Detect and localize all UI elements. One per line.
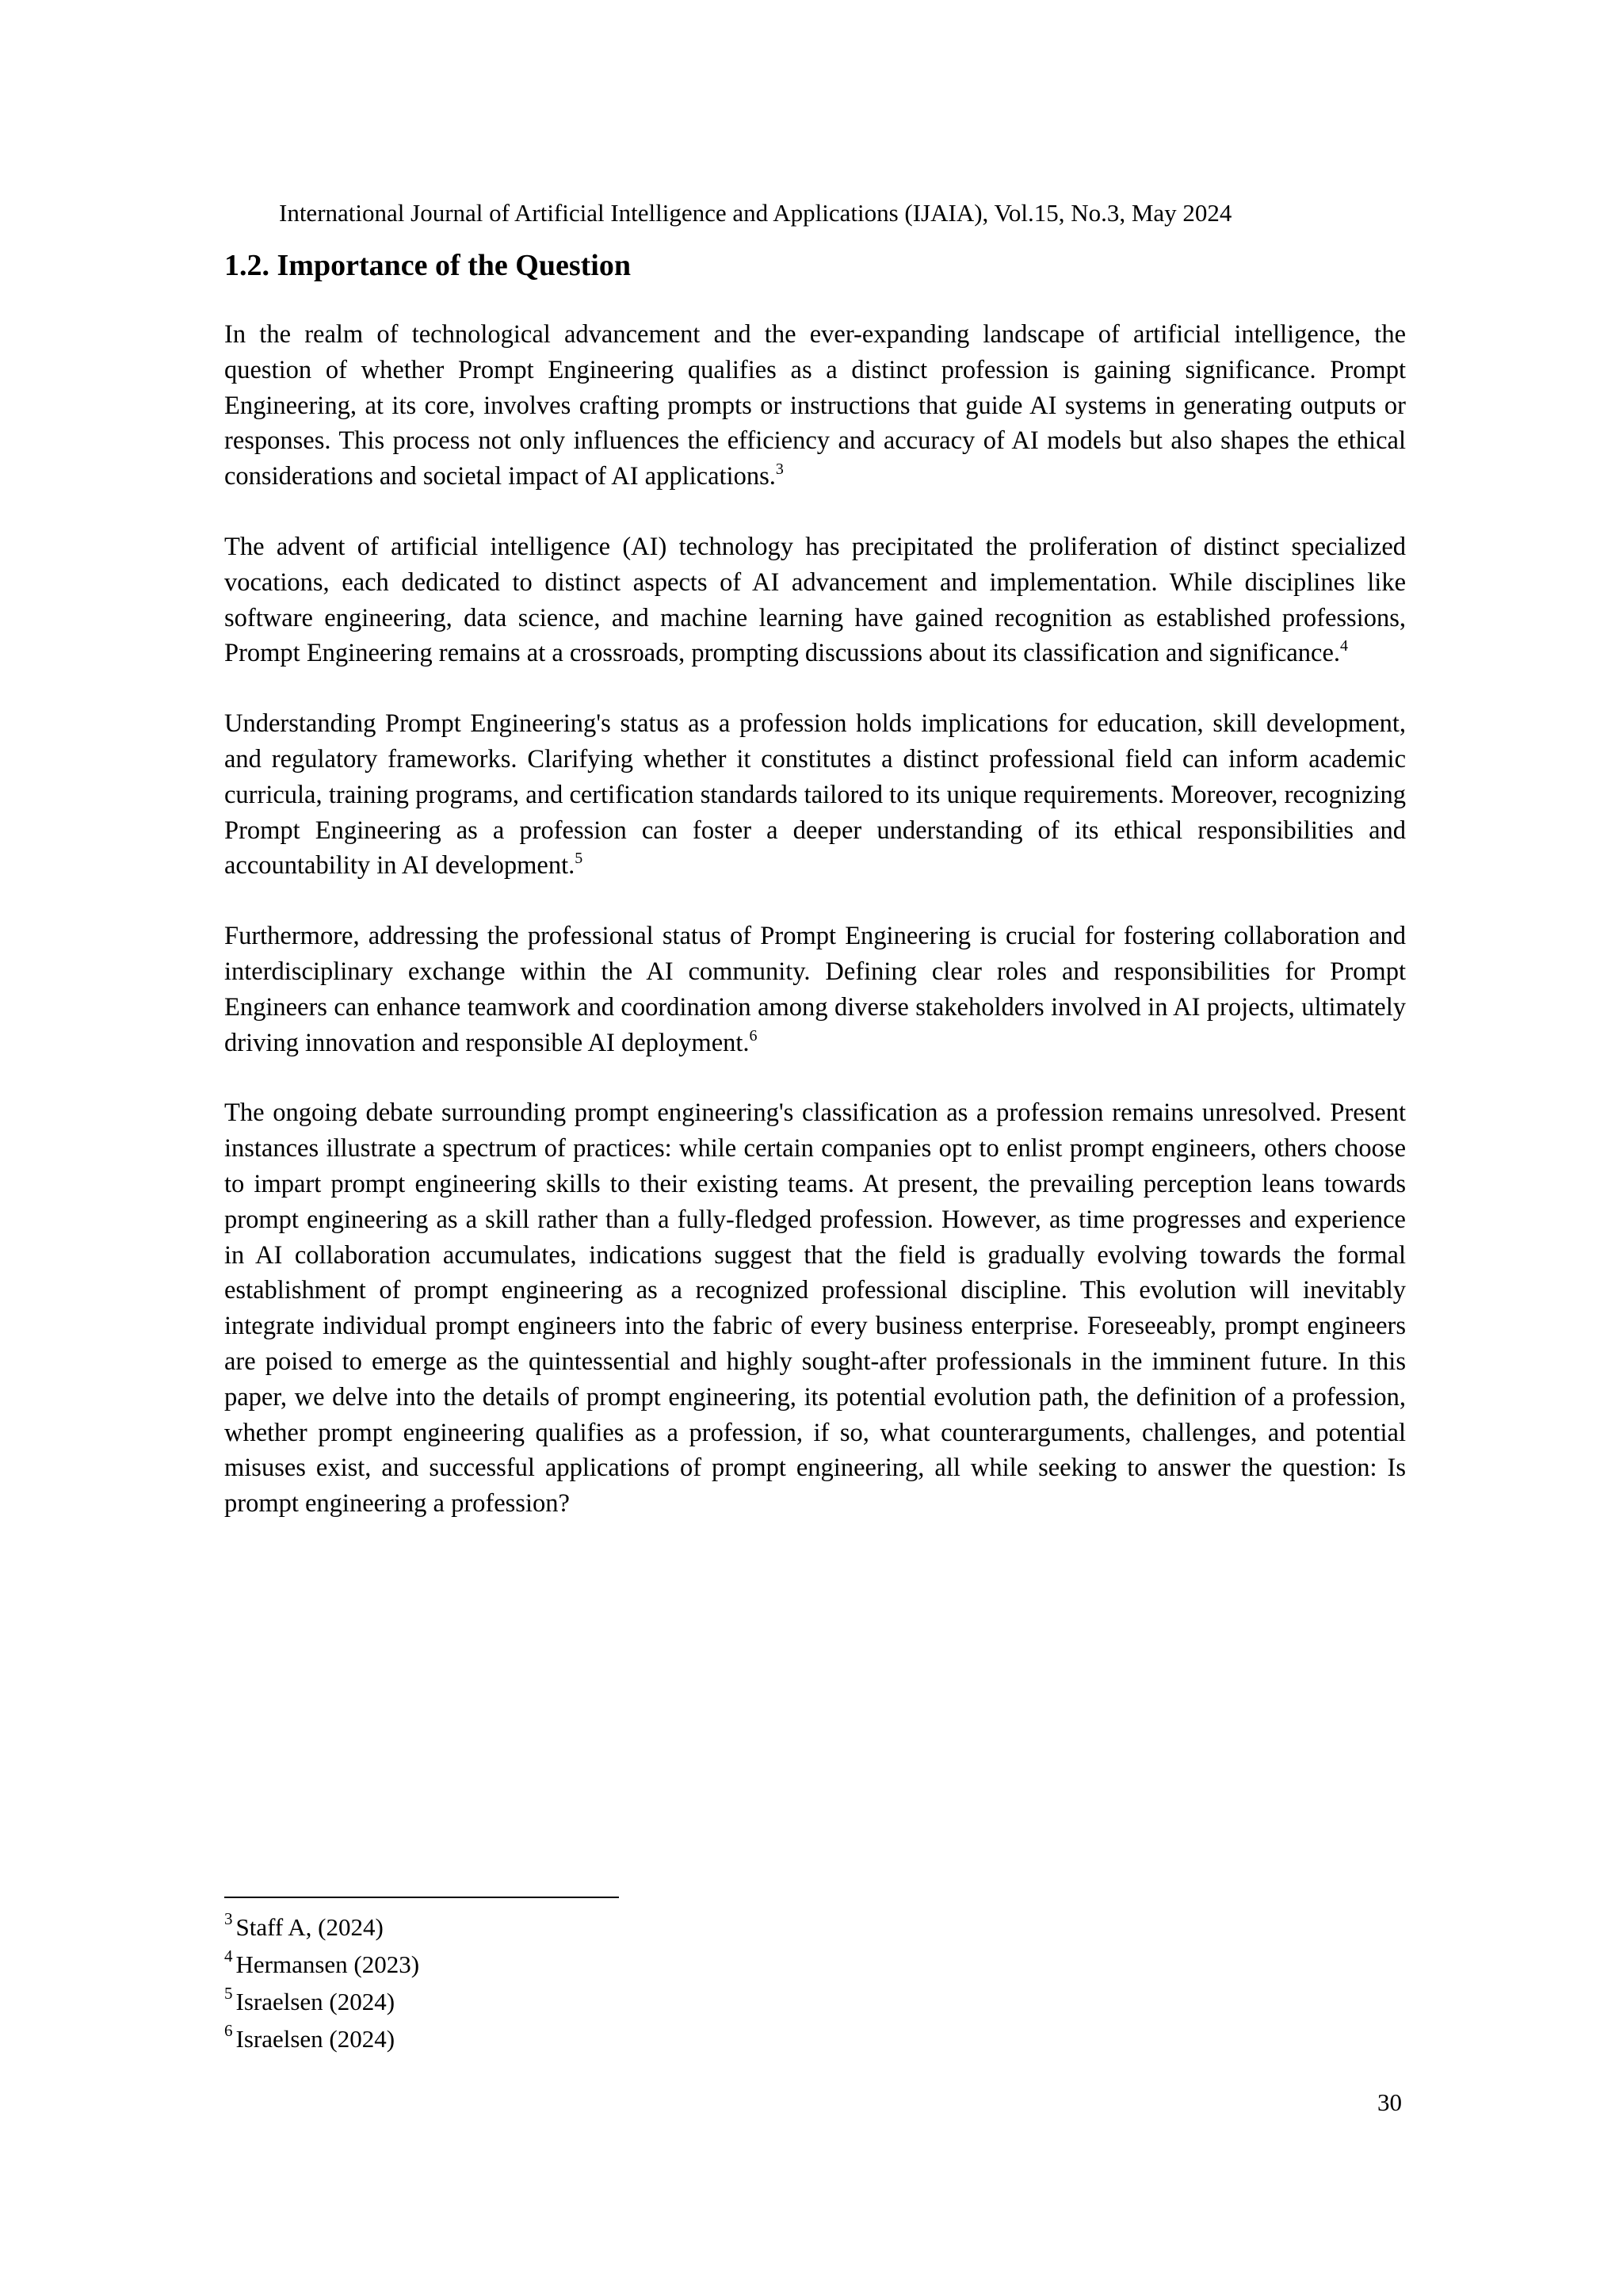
paragraph-1 [224,317,1406,495]
footnote-6 [224,2020,419,2057]
paragraph-2 [224,529,1406,671]
footnote-ref-4: 4 [1340,637,1349,655]
footnote-text: Israelsen (2024) [235,1988,395,2015]
footnote-ref-6: 6 [749,1026,758,1045]
footnote-3 [224,1908,419,1946]
paragraph-text: The ongoing debate surrounding prompt engineering's classification as a profession remains unresolved. Present instances illustrate a spectrum of practices: while certain companies opt to enlist prompt engineers, others choose to impart prompt engineering skills to their existing teams. At present, the prevailing perception leans towards prompt engineering as a skill rather than a fully-fledged profession. However, as time progresses and experience in AI collaboration accumulates, indications suggest that the field is gradually evolving towards the formal establishment of prompt engineering as a recognized professional discipline. This evolution will inevitably integrate individual prompt engineers into the fabric of every business enterprise. Foreseeably, prompt engineers are poised to emerge as the quintessential and highly sought-after professionals in the imminent future. In this paper, we delve into the details of prompt engineering, its potential evolution path, the definition of a profession, whether prompt engineering qualifies as a profession, if so, what counterarguments, challenges, and potential misuses exist, and successful applications of prompt engineering, all while seeking to answer the question: Is prompt engineering a profession? [224,1098,1406,1519]
footnote-divider [224,1897,619,1898]
footnote-text: Israelsen (2024) [235,2025,395,2053]
running-header: International Journal of Artificial Intelligence and Applications (IJAIA), Vol.15, No.3, May 2024 [279,199,1232,227]
section-title: 1.2. Importance of the Question [224,249,631,282]
footnote-4 [224,1946,419,1983]
paragraph-text: In the realm of technological advancement and the ever-expanding landscape of artificial intelligence, the question of whether Prompt Engineering qualifies as a distinct profession is gaining significance. Prompt Engineering, at its core, involves crafting prompts or instructions that guide AI systems in generating outputs or responses. This process not only influences the efficiency and accuracy of AI models but also shapes the ethical considerations and societal impact of AI applications. [224,320,1406,491]
paragraph-4 [224,919,1406,1060]
footnote-number: 4 [224,1946,233,1966]
footnote-text: Hermansen (2023) [235,1950,420,1978]
paragraph-text: The advent of artificial intelligence (AI) technology has precipitated the proliferation of distinct specialized vocations, each dedicated to distinct aspects of AI advancement and implementation. While disciplines like software engineering, data science, and machine learning have gained recognition as established professions, Prompt Engineering remains at a crossroads, prompting discussions about its classification and significance. [224,532,1406,668]
paragraph-3 [224,706,1406,884]
footnote-ref-5: 5 [575,850,583,868]
footnote-ref-3: 3 [775,460,784,479]
paragraph-text: Furthermore, addressing the professional status of Prompt Engineering is crucial for fostering collaboration and interdisciplinary exchange within the AI community. Defining clear roles and responsibilities for Prompt Engineers can enhance teamwork and coordination among diverse stakeholders involved in AI projects, ultimately driving innovation and responsible AI deployment. [224,922,1406,1057]
footnote-5 [224,1983,419,2020]
footnotes [224,1908,419,2057]
paragraph-text: Understanding Prompt Engineering's status as a profession holds implications for education, skill development, and regulatory frameworks. Clarifying whether it constitutes a distinct professional field can inform academic curricula, training programs, and certification standards tailored to its unique requirements. Moreover, recognizing Prompt Engineering as a profession can foster a deeper understanding of its ethical responsibilities and accountability in AI development. [224,709,1406,881]
footnote-number: 3 [224,1909,233,1928]
page-number: 30 [1377,2088,1402,2116]
footnote-number: 5 [224,1984,233,2003]
footnote-text: Staff A, (2024) [235,1913,384,1941]
paragraph-5 [224,1095,1406,1522]
footnote-number: 6 [224,2021,233,2040]
body-text [224,317,1406,1557]
